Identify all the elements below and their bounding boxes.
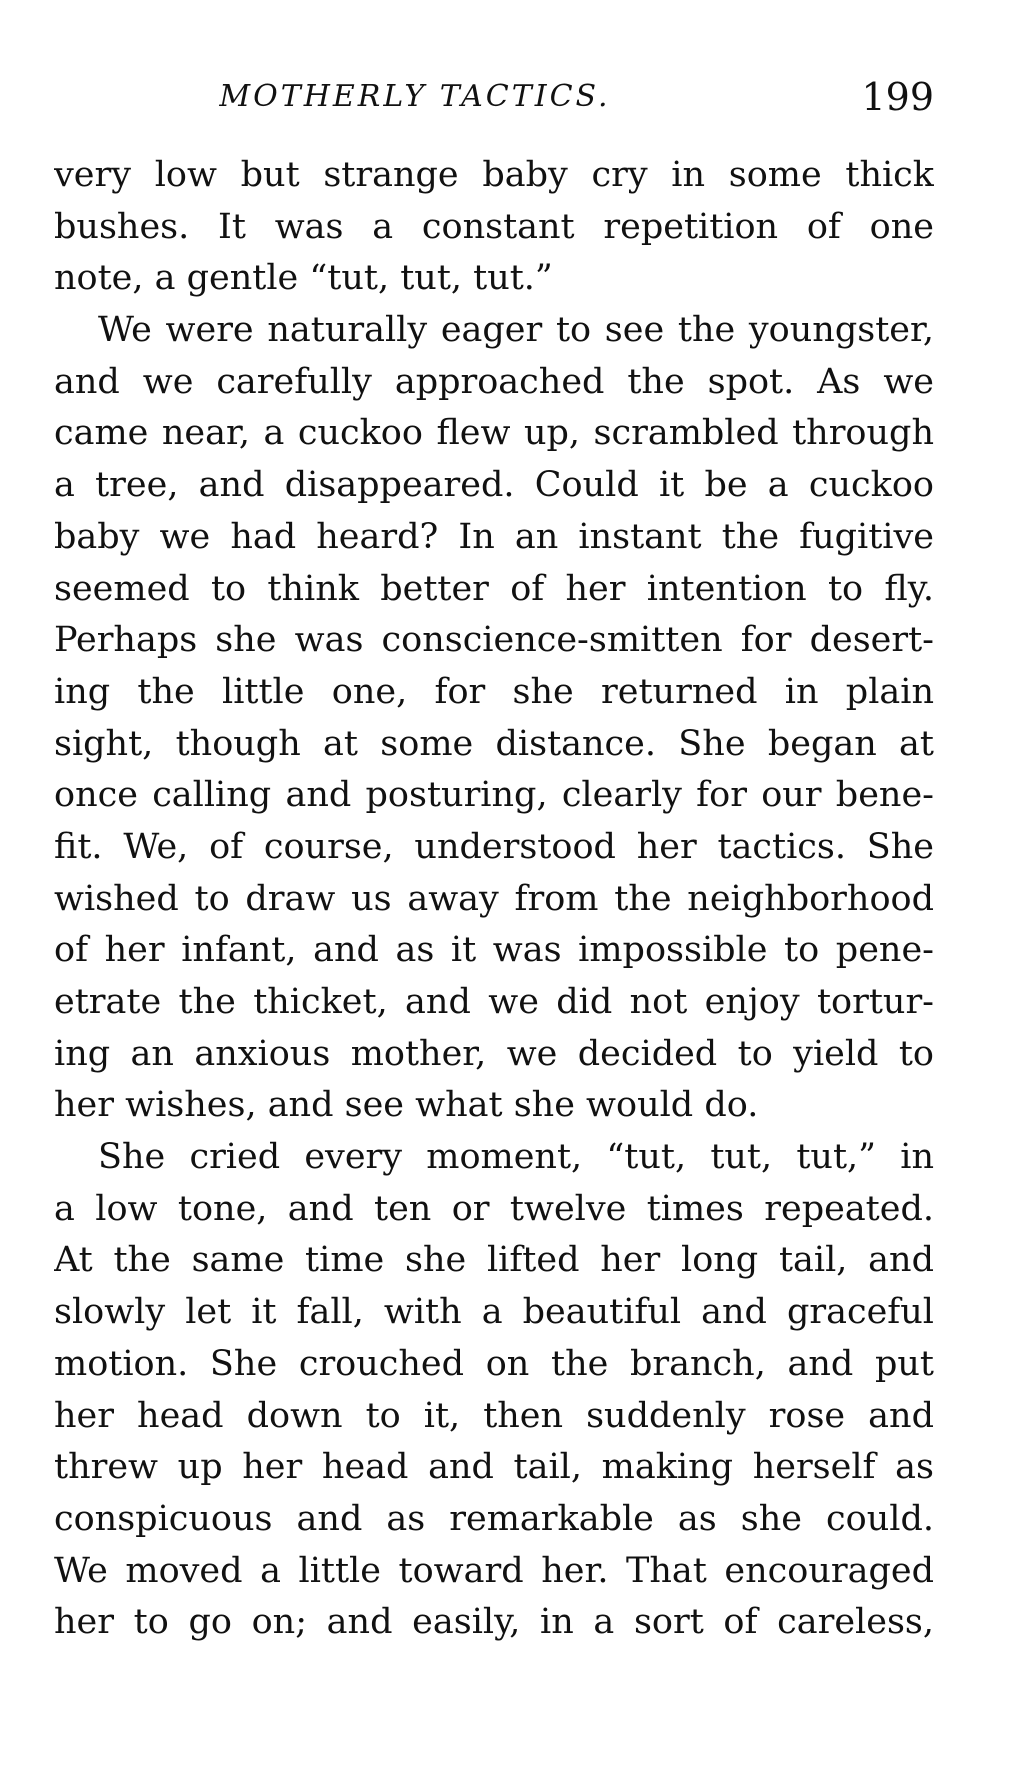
text-line: and we carefully approached the spot. As we bbox=[54, 361, 934, 402]
page-number: 199 bbox=[861, 75, 934, 119]
text-line: slowly let it fall, with a beautiful and graceful bbox=[54, 1292, 934, 1333]
text-line: etrate the thicket, and we did not enjoy tortur- bbox=[54, 982, 934, 1022]
running-head bbox=[54, 72, 934, 122]
text-line: ing the little one, for she returned in plain bbox=[54, 671, 934, 712]
text-line: very low but strange baby cry in some thick bbox=[54, 155, 934, 195]
text-line: sight, though at some distance. She began at bbox=[54, 723, 934, 764]
text-line: Perhaps she was conscience-smitten for desert- bbox=[54, 620, 934, 661]
text-line: She cried every moment, “tut, tut, tut,” in bbox=[98, 1137, 934, 1178]
text-line: threw up her head and tail, making herself as bbox=[54, 1447, 934, 1488]
text-line: conspicuous and as remarkable as she could. bbox=[54, 1498, 934, 1539]
text-line: fit. We, of course, understood her tactics. She bbox=[54, 826, 934, 867]
text-line: At the same time she lifted her long tail, and bbox=[54, 1240, 934, 1281]
running-title: MOTHERLY TACTICS. bbox=[219, 79, 611, 114]
text-line: seemed to think better of her intention to fly. bbox=[54, 568, 934, 609]
text-line: a tree, and disappeared. Could it be a cuckoo bbox=[54, 465, 934, 506]
text-line: We were naturally eager to see the youngster, bbox=[98, 310, 934, 351]
text-line: wished to draw us away from the neighborhood bbox=[54, 878, 934, 919]
text-line: motion. She crouched on the branch, and put bbox=[54, 1343, 934, 1384]
text-line: note, a gentle “tut, tut, tut.” bbox=[54, 258, 553, 299]
text-line: bushes. It was a constant repetition of one bbox=[54, 206, 934, 247]
text-line: came near, a cuckoo flew up, scrambled through bbox=[54, 413, 934, 454]
text-line: ing an anxious mother, we decided to yield to bbox=[54, 1033, 934, 1074]
text-line: her head down to it, then suddenly rose and bbox=[54, 1395, 934, 1436]
text-line: We moved a little toward her. That encouraged bbox=[54, 1550, 934, 1591]
body-text bbox=[54, 150, 934, 1649]
text-line: once calling and posturing, clearly for our bene- bbox=[54, 775, 934, 816]
text-line: her to go on; and easily, in a sort of careless, bbox=[54, 1602, 934, 1643]
text-line: of her infant, and as it was impossible to pene- bbox=[54, 930, 934, 971]
text-line: her wishes, and see what she would do. bbox=[54, 1085, 759, 1126]
text-line: a low tone, and ten or twelve times repeated. bbox=[54, 1188, 934, 1229]
text-line: baby we had heard? In an instant the fugitive bbox=[54, 516, 934, 557]
